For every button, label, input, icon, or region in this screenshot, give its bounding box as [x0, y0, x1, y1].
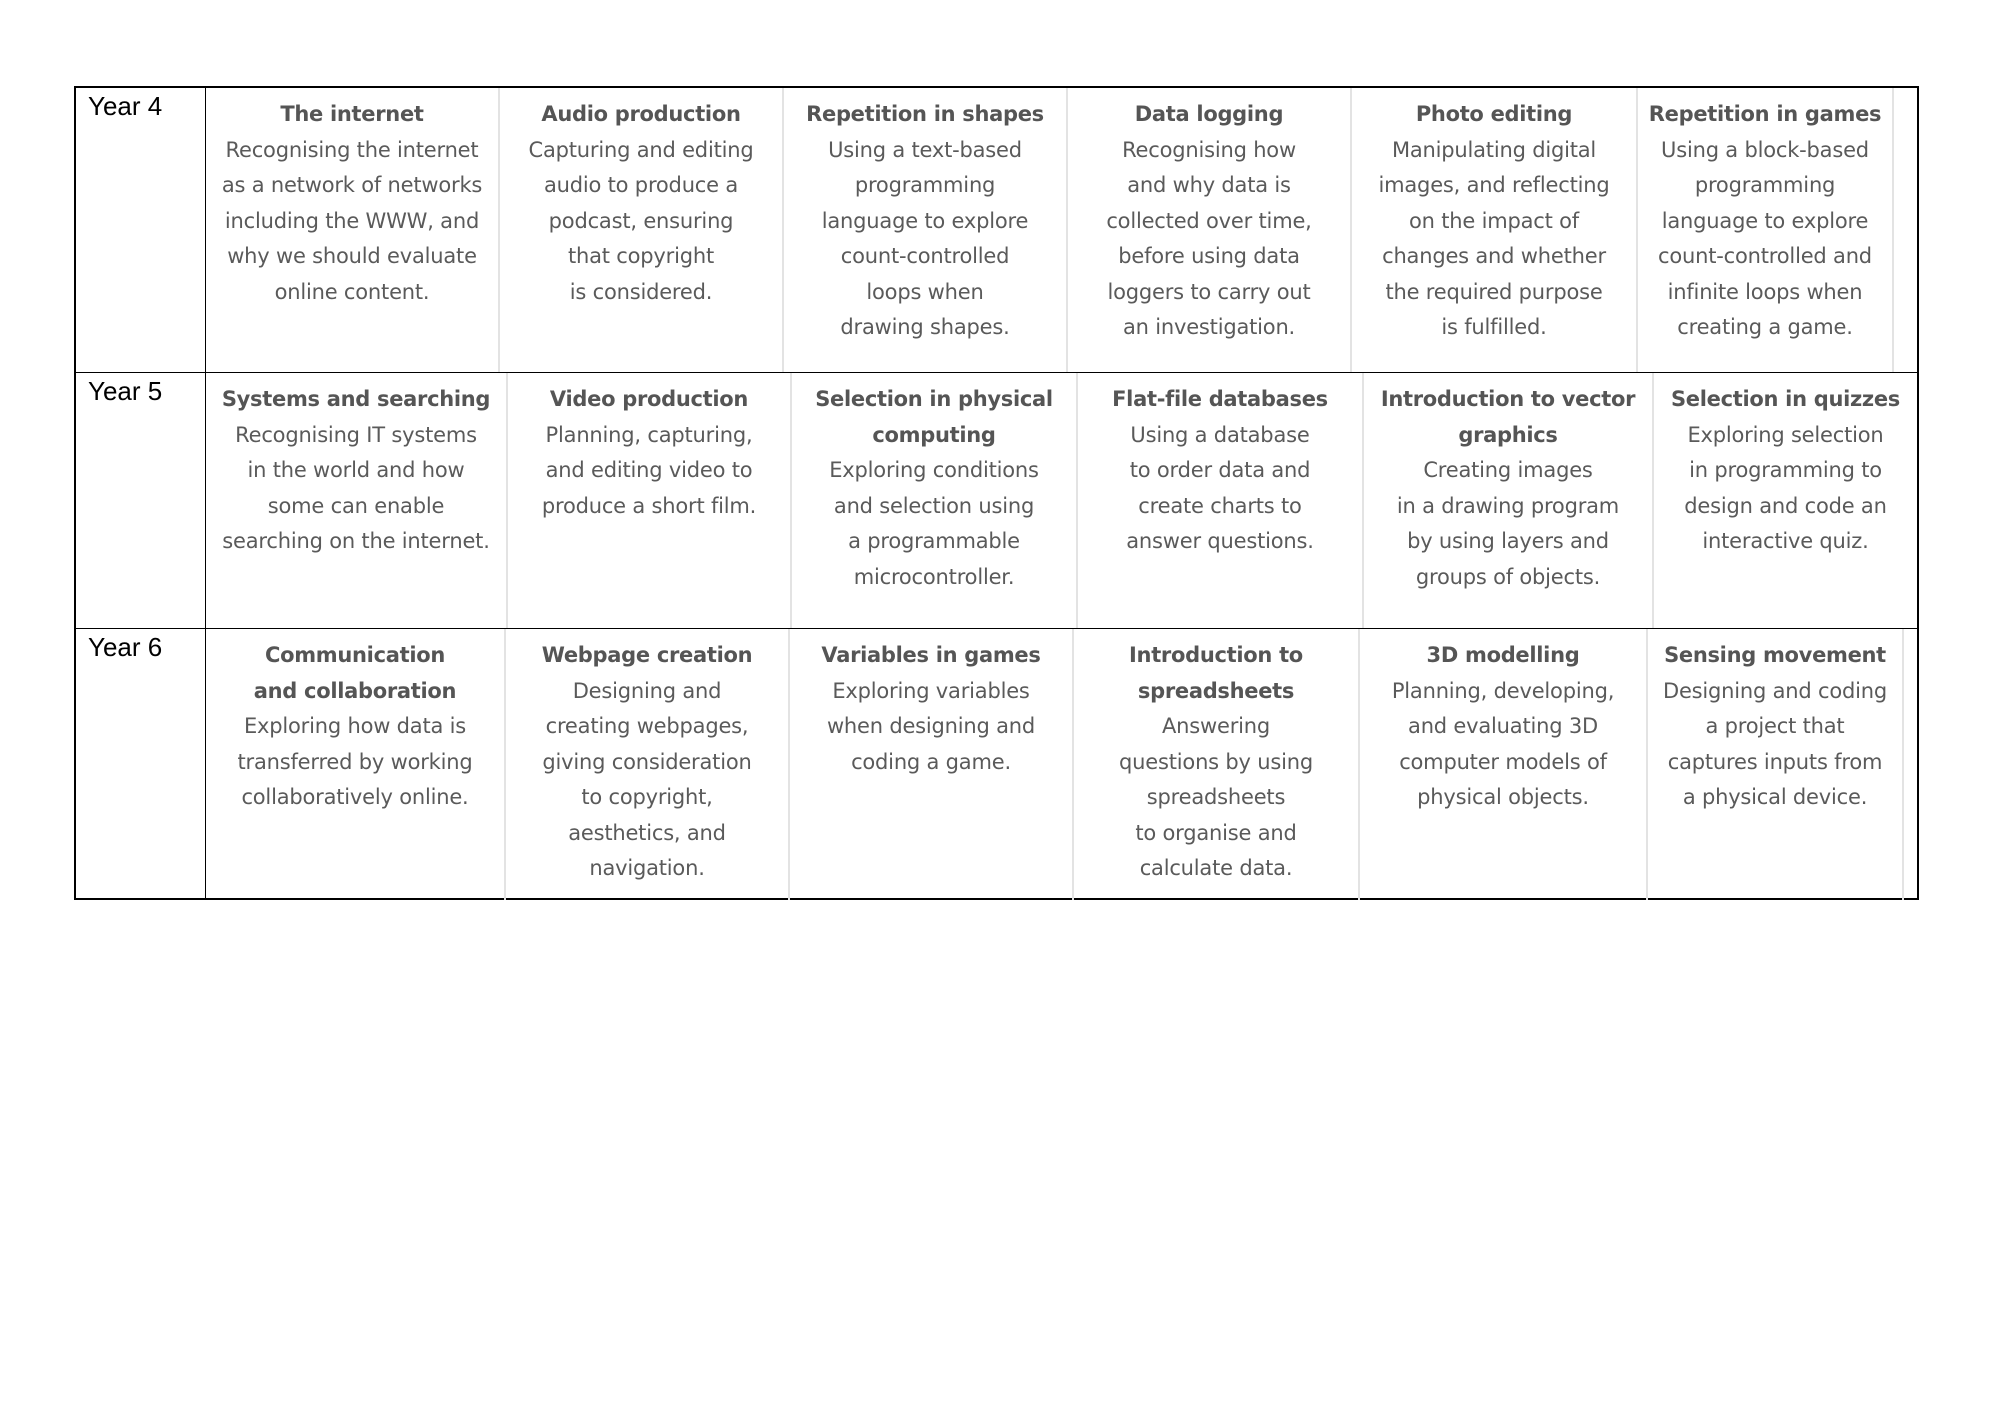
unit-description: Recognising the internet as a network of networks including the WWW, and why we should evaluate online content.: [221, 137, 483, 304]
year-row-6: [76, 628, 1917, 900]
unit-title: Systems and searching: [221, 387, 491, 411]
year-label: Year 6: [76, 629, 206, 900]
unit-title: Repetition in games: [1648, 102, 1882, 126]
unit-description: Designing and creating webpages, giving consideration to copyright, aesthetics, and navigation.: [542, 678, 752, 880]
unit-cell: [508, 373, 792, 628]
unit-title: Selection in quizzes: [1670, 387, 1900, 411]
unit-description: Manipulating digital images, and reflecting on the impact of changes and whether the required purpose is fulfilled.: [1378, 137, 1610, 339]
unit-cell: [206, 373, 508, 628]
year-label: Year 4: [76, 88, 206, 372]
unit-title: Data logging: [1134, 102, 1284, 126]
unit-description: Exploring selection in programming to design and code an interactive quiz.: [1684, 422, 1887, 553]
unit-cell: [792, 373, 1078, 628]
unit-title: Photo editing: [1415, 102, 1573, 126]
unit-cell: [1068, 88, 1352, 372]
unit-title: Communication and collaboration: [253, 643, 457, 703]
curriculum-table: [74, 86, 1919, 900]
unit-list: [206, 373, 1917, 628]
unit-cell: [1638, 88, 1894, 372]
unit-cell: [500, 88, 784, 372]
unit-description: Creating images in a drawing program by using layers and groups of objects.: [1396, 458, 1620, 589]
unit-title: Repetition in shapes: [806, 102, 1044, 126]
unit-title: Webpage creation: [541, 643, 753, 667]
unit-description: Exploring how data is transferred by working collaboratively online.: [237, 714, 473, 809]
unit-cell: [1078, 373, 1364, 628]
unit-list: [206, 629, 1917, 900]
unit-cell: [1648, 629, 1904, 900]
unit-description: Using a block-based programming language to explore count-controlled and infinite loops when creating a game.: [1658, 137, 1872, 339]
unit-title: The internet: [280, 102, 424, 126]
unit-description: Recognising IT systems in the world and how some can enable searching on the internet.: [222, 422, 490, 553]
unit-description: Answering questions by using spreadsheets to organise and calculate data.: [1119, 714, 1313, 880]
unit-description: Designing and coding a project that captures inputs from a physical device.: [1662, 678, 1888, 809]
unit-title: Sensing movement: [1664, 643, 1886, 667]
unit-description: Recognising how and why data is collected over time, before using data loggers to carry out an investigation.: [1106, 137, 1312, 339]
unit-description: Exploring conditions and selection using a programmable microcontroller.: [829, 458, 1039, 589]
unit-description: Exploring variables when designing and coding a game.: [826, 678, 1036, 774]
unit-title: 3D modelling: [1426, 643, 1580, 667]
unit-list: [206, 88, 1917, 372]
unit-title: Variables in games: [821, 643, 1041, 667]
unit-cell: [790, 629, 1074, 900]
unit-cell: [1364, 373, 1654, 628]
unit-title: Selection in physical computing: [815, 387, 1053, 447]
unit-description: Capturing and editing audio to produce a podcast, ensuring that copyright is considered.: [528, 137, 754, 304]
unit-cell: [784, 88, 1068, 372]
unit-title: Flat-file databases: [1112, 387, 1328, 411]
unit-cell: [206, 629, 506, 900]
unit-cell: [206, 88, 500, 372]
unit-cell: [1074, 629, 1360, 900]
unit-title: Video production: [549, 387, 749, 411]
unit-title: Introduction to spreadsheets: [1129, 643, 1303, 703]
unit-description: Using a database to order data and create charts to answer questions.: [1126, 422, 1314, 553]
year-label: Year 5: [76, 373, 206, 628]
unit-cell: [1352, 88, 1638, 372]
unit-title: Audio production: [541, 102, 741, 126]
unit-cell: [506, 629, 790, 900]
year-row-5: [76, 372, 1917, 628]
unit-cell: [1360, 629, 1648, 900]
unit-cell: [1654, 373, 1917, 628]
unit-description: Planning, developing, and evaluating 3D computer models of physical objects.: [1391, 678, 1615, 809]
unit-description: Planning, capturing, and editing video to produce a short film.: [541, 422, 757, 518]
year-row-4: [76, 88, 1917, 372]
unit-title: Introduction to vector graphics: [1380, 387, 1636, 447]
unit-description: Using a text-based programming language to explore count-controlled loops when drawing shapes.: [821, 137, 1029, 339]
